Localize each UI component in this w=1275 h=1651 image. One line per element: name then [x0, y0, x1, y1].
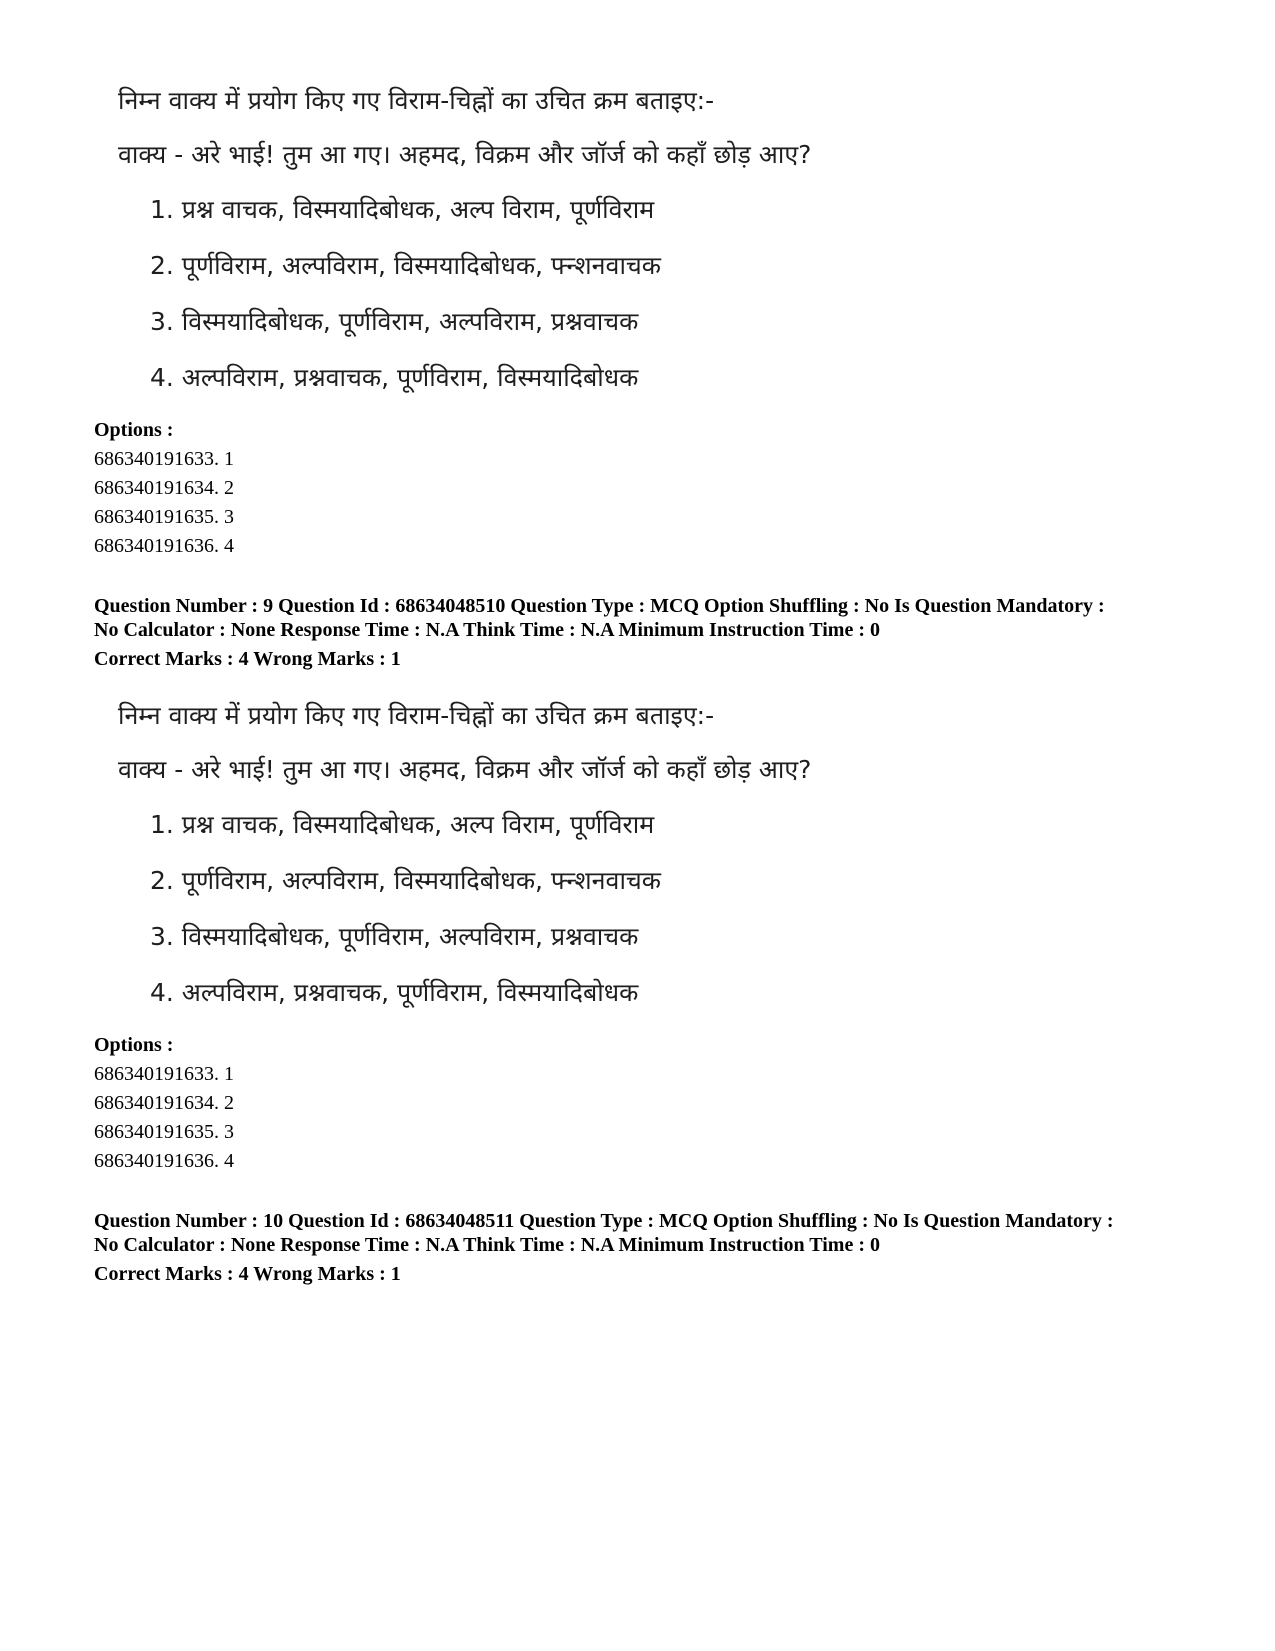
question-meta-line: No Calculator : None Response Time : N.A Think Time : N.A Minimum Instruction Time : 0	[94, 1234, 880, 1256]
question-meta-line: Question Number : 9 Question Id : 68634048510 Question Type : MCQ Option Shuffling : No Is Question Mandatory :	[94, 595, 1105, 617]
question-instruction: निम्न वाक्य में प्रयोग किए गए विराम-चिह्नों का उचित क्रम बताइए:-	[118, 701, 715, 730]
options-label: Options :	[94, 419, 174, 441]
option-item: 686340191635. 3	[94, 506, 234, 528]
options-list	[94, 1031, 234, 1176]
question-choice-4: 4. अल्पविराम, प्रश्नवाचक, पूर्णविराम, विस्मयादिबोधक	[150, 978, 639, 1007]
option-item: 686340191636. 4	[94, 1150, 234, 1172]
question-choice-1: 1. प्रश्न वाचक, विस्मयादिबोधक, अल्प विराम, पूर्णविराम	[150, 810, 655, 839]
option-item: 686340191633. 1	[94, 1063, 234, 1085]
question-choice-2: 2. पूर्णविराम, अल्पविराम, विस्मयादिबोधक, फ्न्शनवाचक	[150, 251, 662, 280]
question-choice-3: 3. विस्मयादिबोधक, पूर्णविराम, अल्पविराम, प्रश्नवाचक	[150, 922, 639, 951]
question-instruction: निम्न वाक्य में प्रयोग किए गए विराम-चिह्नों का उचित क्रम बताइए:-	[118, 86, 715, 115]
option-item: 686340191634. 2	[94, 1092, 234, 1114]
question-sentence: वाक्य - अरे भाई! तुम आ गए। अहमद, विक्रम और जॉर्ज को कहाँ छोड़ आए?	[118, 755, 812, 784]
question-sentence: वाक्य - अरे भाई! तुम आ गए। अहमद, विक्रम और जॉर्ज को कहाँ छोड़ आए?	[118, 140, 812, 169]
question-marks: Correct Marks : 4 Wrong Marks : 1	[94, 1263, 401, 1285]
option-item: 686340191636. 4	[94, 535, 234, 557]
question-choice-4: 4. अल्पविराम, प्रश्नवाचक, पूर्णविराम, विस्मयादिबोधक	[150, 363, 639, 392]
option-item: 686340191633. 1	[94, 448, 234, 470]
question-meta-10	[94, 1209, 1114, 1286]
question-meta-9	[94, 594, 1105, 671]
question-choice-3: 3. विस्मयादिबोधक, पूर्णविराम, अल्पविराम, प्रश्नवाचक	[150, 307, 639, 336]
question-meta-line: Question Number : 10 Question Id : 68634048511 Question Type : MCQ Option Shuffling : No Is Question Mandatory :	[94, 1210, 1114, 1232]
question-marks: Correct Marks : 4 Wrong Marks : 1	[94, 648, 401, 670]
options-label: Options :	[94, 1034, 174, 1056]
question-choice-1: 1. प्रश्न वाचक, विस्मयादिबोधक, अल्प विराम, पूर्णविराम	[150, 195, 655, 224]
question-choice-2: 2. पूर्णविराम, अल्पविराम, विस्मयादिबोधक, फ्न्शनवाचक	[150, 866, 662, 895]
question-meta-line: No Calculator : None Response Time : N.A Think Time : N.A Minimum Instruction Time : 0	[94, 619, 880, 641]
option-item: 686340191635. 3	[94, 1121, 234, 1143]
options-list	[94, 416, 234, 561]
option-item: 686340191634. 2	[94, 477, 234, 499]
